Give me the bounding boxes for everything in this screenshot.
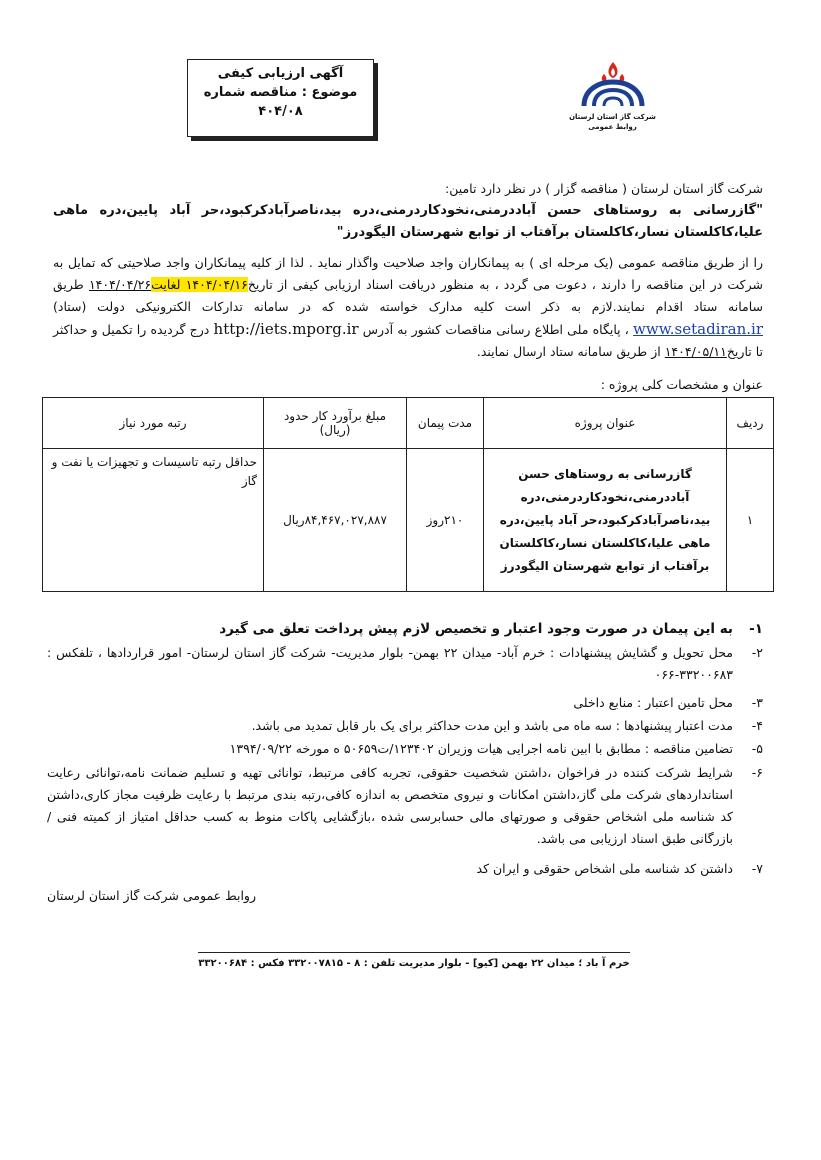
intro-body-text-3: طریق سامانه ستاد اقدام نمایند.لازم به ذکر است کلیه مدارک خواسته شده که در سامانه تدارکات الکترونیکی دولت (ستاد) (53, 277, 763, 314)
cell-required-grade: حداقل رتبه تاسیسات و تجهیزات یا نفت و گاز (43, 449, 264, 592)
footer-divider (198, 952, 630, 953)
condition-item-2 (47, 642, 763, 686)
gas-flame-logo-icon (578, 60, 648, 112)
header-row-number: ردیف (727, 398, 774, 449)
specs-heading: عنوان و مشخصات کلی پروژه : (600, 377, 763, 392)
logo-company-name: شرکت گاز استان لرستان (569, 113, 656, 121)
condition-number: ۱- (749, 621, 763, 637)
cell-duration: ۲۱۰روز (407, 449, 484, 592)
date-highlight: ۱۴۰۴/۰۴/۱۶ لغایت (151, 277, 248, 292)
condition-text: محل تامین اعتبار : منابع داخلی (573, 695, 733, 710)
condition-number: ۶- (751, 765, 763, 780)
notice-title-box (187, 59, 374, 137)
footer-address: خرم آ باد ؛ میدان ۲۲ بهمن [کیو] - بلوار مدیریت تلفن : ۸ - ۳۳۲۰۰۷۸۱۵ فکس : ۳۳۲۰۰۶۸۴ (198, 958, 630, 969)
notice-subject: موضوع : مناقصه شماره (203, 85, 358, 100)
cell-row-number: ۱ (727, 449, 774, 592)
condition-number: ۷- (751, 861, 763, 876)
condition-text: به این پیمان در صورت وجود اعتبار و تخصیص لازم پیش پرداخت تعلق می گیرد (219, 621, 733, 637)
condition-text: شرایط شرکت کننده در فراخوان ،داشتن شخصیت حقوقی، تجربه کافی مرتبط، توانائی تهیه و تسلیم ضمانت نامه،توانائی رعایت استانداردهای شرکت ملی گاز،داشتن امکانات و نیروی متخصص به اندازه کافی،رتبه بندی مرتبط با رعایت ظرفیت مجاز کاری،داشتن کد شناسه ملی اشخاص حقوقی و صورتهای مالی حسابرسی شده ،بازگشایی پاکات منوط به کسب حداقل امتیاز از کمیته فنی / بازرگانی طبق اسناد ارزیابی می باشد. (47, 765, 733, 846)
condition-text: مدت اعتبار پیشنهادها : سه ماه می باشد و این مدت حداکثر برای یک بار قابل تمدید می باشد. (251, 718, 733, 733)
condition-number: ۵- (751, 741, 763, 756)
intro-body-text-4: ، پایگاه ملی اطلاع رسانی مناقصات کشور به آدرس (358, 322, 634, 337)
company-logo (560, 60, 665, 140)
condition-item-3 (47, 692, 763, 714)
intro-body (53, 252, 763, 363)
condition-text: داشتن کد شناسه ملی اشخاص حقوقی و ایران کد (476, 861, 733, 876)
cell-estimated-cost: ۸۴,۴۶۷,۰۲۷,۸۸۷ریال (264, 449, 407, 592)
setad-link[interactable]: www.setadiran.ir (633, 320, 763, 338)
tender-number: ۴۰۴/۰۸ (258, 104, 303, 119)
condition-number: ۳- (751, 695, 763, 710)
condition-text: محل تحویل و گشایش پیشنهادات : خرم آباد- میدان ۲۲ بهمن- بلوار مدیریت- شرکت گاز استان لرستان- امور قراردادها ، تلفکس : ۳۳۲۰۰۶۸۳-۰۶۶ (47, 645, 734, 682)
table-row (43, 449, 774, 592)
intro-body-text-6: از طریق سامانه ستاد ارسال نمایند. (476, 344, 665, 359)
condition-item-5 (47, 738, 763, 760)
signature: روابط عمومی شرکت گاز استان لرستان (46, 888, 256, 903)
logo-department: روابط عمومی (588, 123, 637, 131)
condition-item-1 (47, 618, 763, 640)
condition-number: ۴- (751, 718, 763, 733)
header-estimated-cost: مبلغ برآورد کار حدود (ریال) (264, 398, 407, 449)
cell-project-title: گازرسانی به روستاهای حسن آباددرمنی،نخودکاردرمنی،دره بید،ناصرآبادکرکبود،حر آباد پایین،دره ماهی علیا،کاکلستان نسار،کاکلستان برآفتاب از توابع شهرستان الیگودرز (484, 449, 727, 592)
end-date: ۱۴۰۴/۰۴/۲۶ (88, 277, 152, 292)
condition-item-4 (47, 715, 763, 737)
condition-item-7 (47, 858, 763, 880)
notice-title: آگهی ارزیابی کیفی (217, 66, 344, 81)
condition-number: ۲- (751, 645, 763, 660)
header-project-title: عنوان پروژه (484, 398, 727, 449)
header-duration: مدت پیمان (407, 398, 484, 449)
deadline-date: ۱۴۰۴/۰۵/۱۱ (664, 344, 727, 359)
intro-body-text-5: درج گردیده را تکمیل و حداکثر تا تاریخ (53, 322, 763, 359)
intro-lead: شرکت گاز استان لرستان ( مناقصه گزار ) در نظر دارد تامین: (444, 181, 763, 196)
table-header-row (43, 398, 774, 449)
header-required-grade: رتبه مورد نیاز (43, 398, 264, 449)
intro-body-text-1: را از طریق مناقصه عمومی (یک مرحله ای ) به پیمانکاران واجد صلاحیت واگذار نماید . لذا از کلیه پیمانکاران واجد صلاحیتی که تمایل به شرکت در این مناقصه را دارند ، دعوت می گردد ، به منظور دریافت اسناد ارزیابی کیفی از تاریخ (53, 255, 763, 292)
condition-text: تضامین مناقصه : مطابق با ابین نامه اجرایی هیات وزیران ۱۲۳۴۰۲/ت۵۰۶۵۹ ه مورخه ۱۳۹۴/۰۹/۲۲ (229, 741, 733, 756)
project-table (42, 397, 774, 592)
iets-link[interactable]: http://iets.mporg.ir (213, 320, 359, 338)
condition-item-6 (47, 762, 763, 850)
project-description: "گازرسانی به روستاهای حسن آباددرمنی،نخودکاردرمنی،دره بید،ناصرآبادکرکبود،حر آباد پایین،دره ماهی علیا،کاکلستان نسار،کاکلستان برآفتاب از توابع شهرستان الیگودرز" (53, 203, 763, 240)
